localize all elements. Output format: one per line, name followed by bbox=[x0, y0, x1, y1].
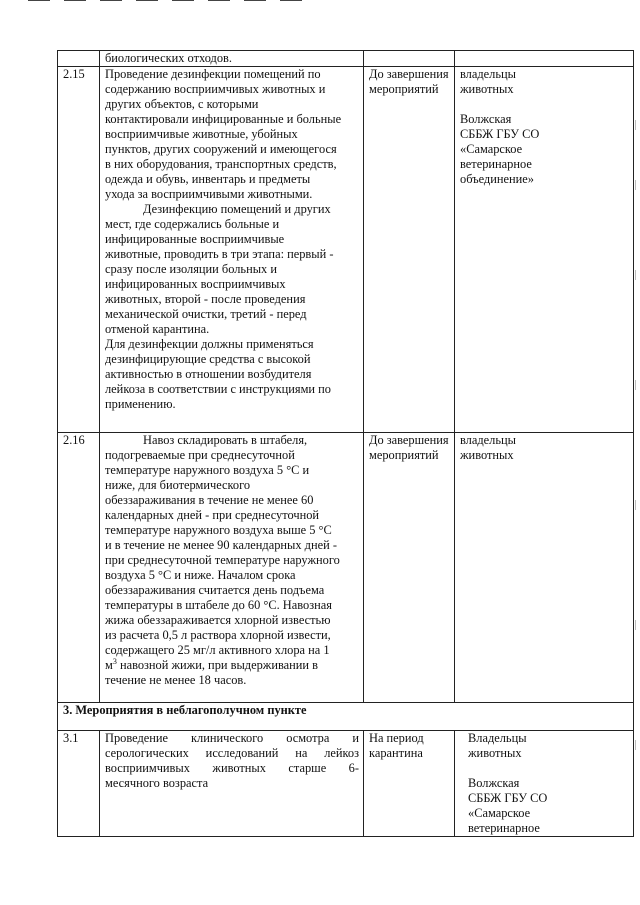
section-row bbox=[58, 703, 634, 731]
header-dashes bbox=[28, 0, 328, 6]
measure-text: Проведение дезинфекции помещений по содержанию восприимчивых животных и других объектов, с которыми контактировали инфицированные и больные восприимчивые животные, убойных пунктов, других сооружений и имеющегося в них оборудования, транспортных средств, одежда и обувь, инвентарь и предметы ухода за восприимчивыми животными. bbox=[105, 67, 342, 201]
row-number: 3.1 bbox=[63, 731, 79, 745]
measure-text-part: Навоз складировать в штабеля, подогреваемые при среднесуточной температуре наружного воздуха 5 °С и ниже, для биотермического обеззараживания в течение не менее 60 календарных дней - при среднесуточной температуре наружного воздуха выше 5 °С и в течение не менее 90 календарных дней - при среднесуточной температуре наружного воздуха 5 °С и ниже. Началом срока обеззараживания считается день подъема температуры в штабеле до 60 °С. Навозная жижа обеззараживается хлорной известью из расчета 0,5 л раствора хлорной извести, содержащего 25 мг/л активного хлора на 1 м bbox=[105, 433, 340, 672]
responsible-text: Волжская СББЖ ГБУ СО «Самарское ветеринарное объединение» bbox=[460, 112, 540, 186]
term-text: До завершения мероприятий bbox=[369, 67, 449, 96]
table-row bbox=[58, 51, 634, 67]
table-row bbox=[58, 67, 634, 433]
measure-text: Дезинфекцию помещений и других мест, где содержались больные и инфицированные восприимчивые животные, проводить в три этапа: первый - сразу после изоляции больных и инфицированных восприимчивых животных, второй - после проведения механической очистки, третий - перед отменой карантина. bbox=[105, 202, 334, 336]
responsible-text: владельцы животных bbox=[460, 67, 516, 96]
responsible-text: Волжская СББЖ ГБУ СО «Самарское ветеринарное bbox=[468, 776, 548, 835]
measures-table bbox=[57, 50, 634, 837]
row-number: 2.16 bbox=[63, 433, 85, 447]
measure-text: Для дезинфекции должны применяться дезинфицирующие средства с высокой активностью в отношении возбудителя лейкоза в соответствии с инструкциями по применению. bbox=[105, 337, 331, 411]
table-row bbox=[58, 731, 634, 837]
table-row bbox=[58, 433, 634, 703]
row-number: 2.15 bbox=[63, 67, 85, 81]
measure-text bbox=[105, 433, 359, 688]
term-text: На период карантина bbox=[369, 731, 424, 760]
superscript: 3 bbox=[112, 656, 117, 666]
responsible-text: владельцы животных bbox=[460, 433, 516, 462]
section-heading: 3. Мероприятия в неблагополучном пункте bbox=[63, 703, 307, 717]
measure-text: Проведение клинического осмотра и серологических исследований на лейкоз восприимчивых животных старше 6- bbox=[105, 731, 359, 775]
responsible-text: Владельцы животных bbox=[468, 731, 527, 760]
measure-text: биологических отходов. bbox=[105, 51, 232, 65]
term-text: До завершения мероприятий bbox=[369, 433, 449, 462]
measure-text-part: навозной жижи, при выдерживании в течение не менее 18 часов. bbox=[105, 658, 319, 687]
measure-text: месячного возраста bbox=[105, 776, 209, 790]
